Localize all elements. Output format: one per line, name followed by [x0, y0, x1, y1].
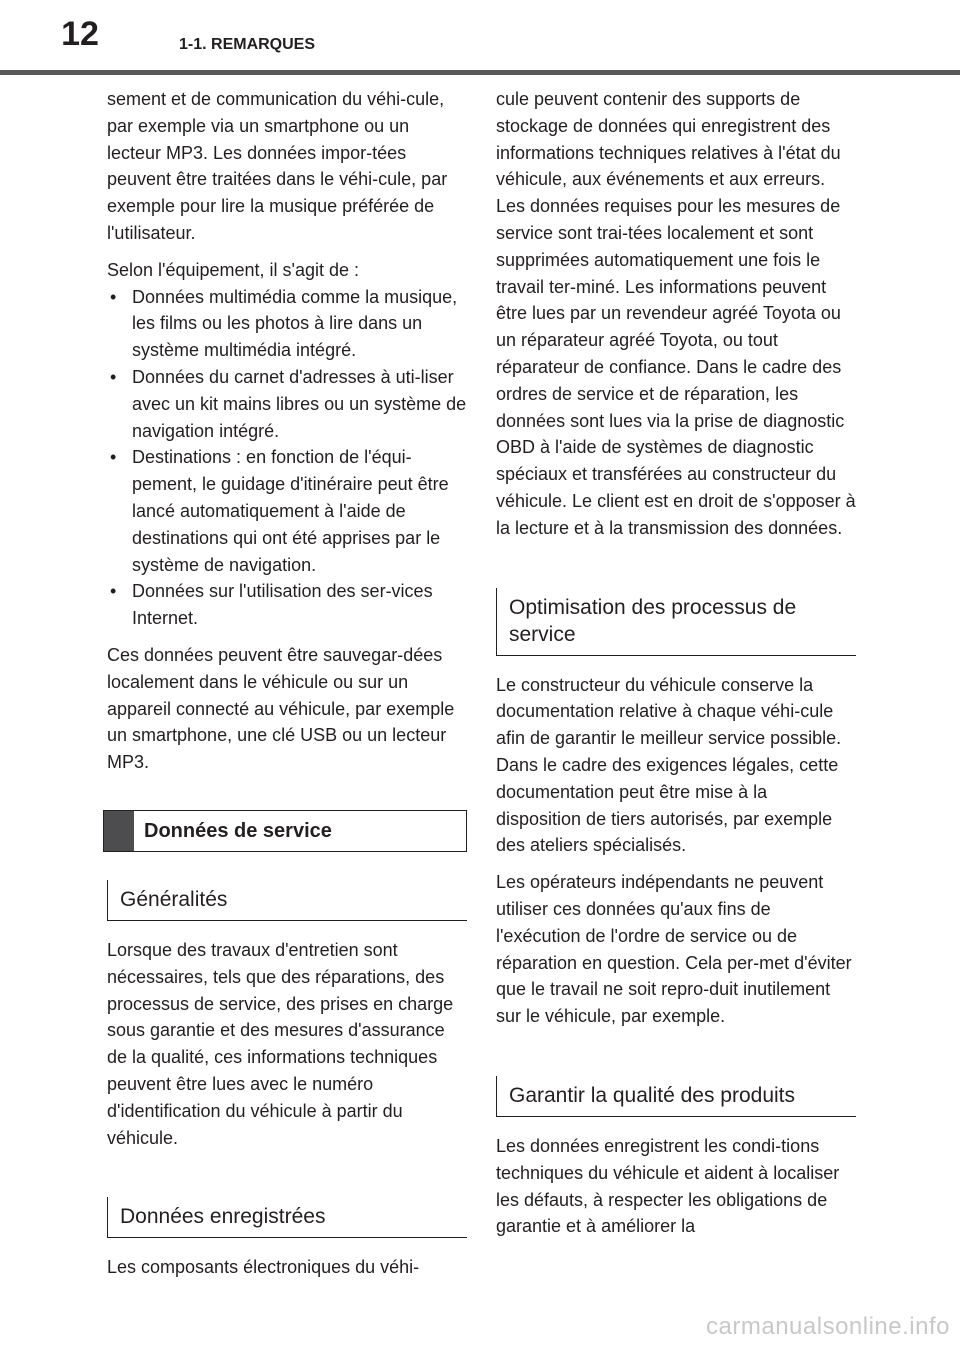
subsection-heading-optimisation: Optimisation des processus de service	[496, 588, 856, 656]
right-paragraph-4: Les données enregistrent les condi-tions techniques du véhicule et aident à localiser les défauts, à respecter les obligations de garantie et à améliorer la	[496, 1135, 840, 1237]
right-paragraph-2: Le constructeur du véhicule conserve la documentation relative à chaque véhi-cule afin de garantir le meilleur service possible. Dans le cadre des exigences légales, cette documentation peut être mise à la disposition de tiers autorisés, par exemple des ateliers spécialisés.	[496, 674, 842, 856]
left-paragraph-3: Ces données peuvent être sauvegar-dées localement dans le véhicule ou sur un appareil connecté au véhicule, par exemple un smartphone, une clé USB ou un lecteur MP3.	[107, 644, 455, 773]
left-paragraph-5: Les composants électroniques du véhi-	[107, 1257, 420, 1278]
subsection-heading-donnees-enregistrees: Données enregistrées	[107, 1197, 467, 1238]
left-paragraph-1: sement et de communication du véhi-cule, par exemple via un smartphone ou un lecteur MP3. Les données impor-tées peuvent être traitées dans le véhi-cule, par exemple pour lire la musique préférée de l'utilisateur.	[107, 89, 448, 243]
page-number: 12	[61, 15, 99, 53]
right-paragraph-1: cule peuvent contenir des supports de stockage de données qui enregistrent des informations techniques relatives à l'état du véhicule, aux événements et aux erreurs. Les données requises pour les mesures de service sont trai-tées localement et sont supprimées automatiquement une fois le travail ter-miné. Les informations peuvent être lues par un revendeur agréé Toyota ou un réparateur agréé Toyota, ou tout réparateur de confiance. Dans le cadre des ordres de service et de réparation, les données sont lues via la prise de diagnostic OBD à l'aide de systèmes de diagnostic spéciaux et transférées au constructeur du véhicule. Le client est en droit de s'opposer à la lecture et à la transmission des données.	[496, 89, 856, 538]
section-heading	[103, 810, 467, 852]
section-heading-bar	[104, 811, 134, 851]
bullet-item: • Données sur l'utilisation des ser-vices Internet.	[107, 578, 467, 632]
bullet-item: • Données du carnet d'adresses à uti-liser avec un kit mains libres ou un système de navigation intégré.	[107, 364, 467, 444]
right-paragraph-3: Les opérateurs indépendants ne peuvent utiliser ces données qu'aux fins de l'exécution de l'ordre de service ou de réparation en question. Cela per-met d'éviter que le travail ne soit repro-duit inutilement sur le véhicule, par exemple.	[496, 872, 852, 1027]
subsection-heading-qualite: Garantir la qualité des produits	[496, 1076, 856, 1117]
header-rule	[0, 70, 960, 75]
bullet-item: • Destinations : en fonction de l'équi-pement, le guidage d'itinéraire peut être lancé automatiquement à l'aide de destinations qui ont été apprises par le système de navigation.	[107, 444, 467, 578]
section-heading-title: Données de service	[144, 819, 332, 842]
right-column	[496, 86, 856, 1250]
left-column	[107, 86, 467, 1291]
left-paragraph-2: Selon l'équipement, il s'agit de :	[107, 259, 360, 280]
left-paragraph-4: Lorsque des travaux d'entretien sont nécessaires, tels que des réparations, des processus de service, des prises en charge sous garantie et des mesures d'assurance de la qualité, ces informations techniques peuvent être lues avec le numéro d'identification du véhicule à partir du véhicule.	[107, 939, 454, 1148]
bullet-item: • Données multimédia comme la musique, les films ou les photos à lire dans un système multimédia intégré.	[107, 284, 467, 364]
watermark: carmanualsonline.info	[706, 1313, 950, 1340]
running-title: 1-1. REMARQUES	[179, 36, 316, 53]
subsection-heading-generalites: Généralités	[107, 880, 467, 921]
equipment-bullet-list	[107, 284, 467, 632]
